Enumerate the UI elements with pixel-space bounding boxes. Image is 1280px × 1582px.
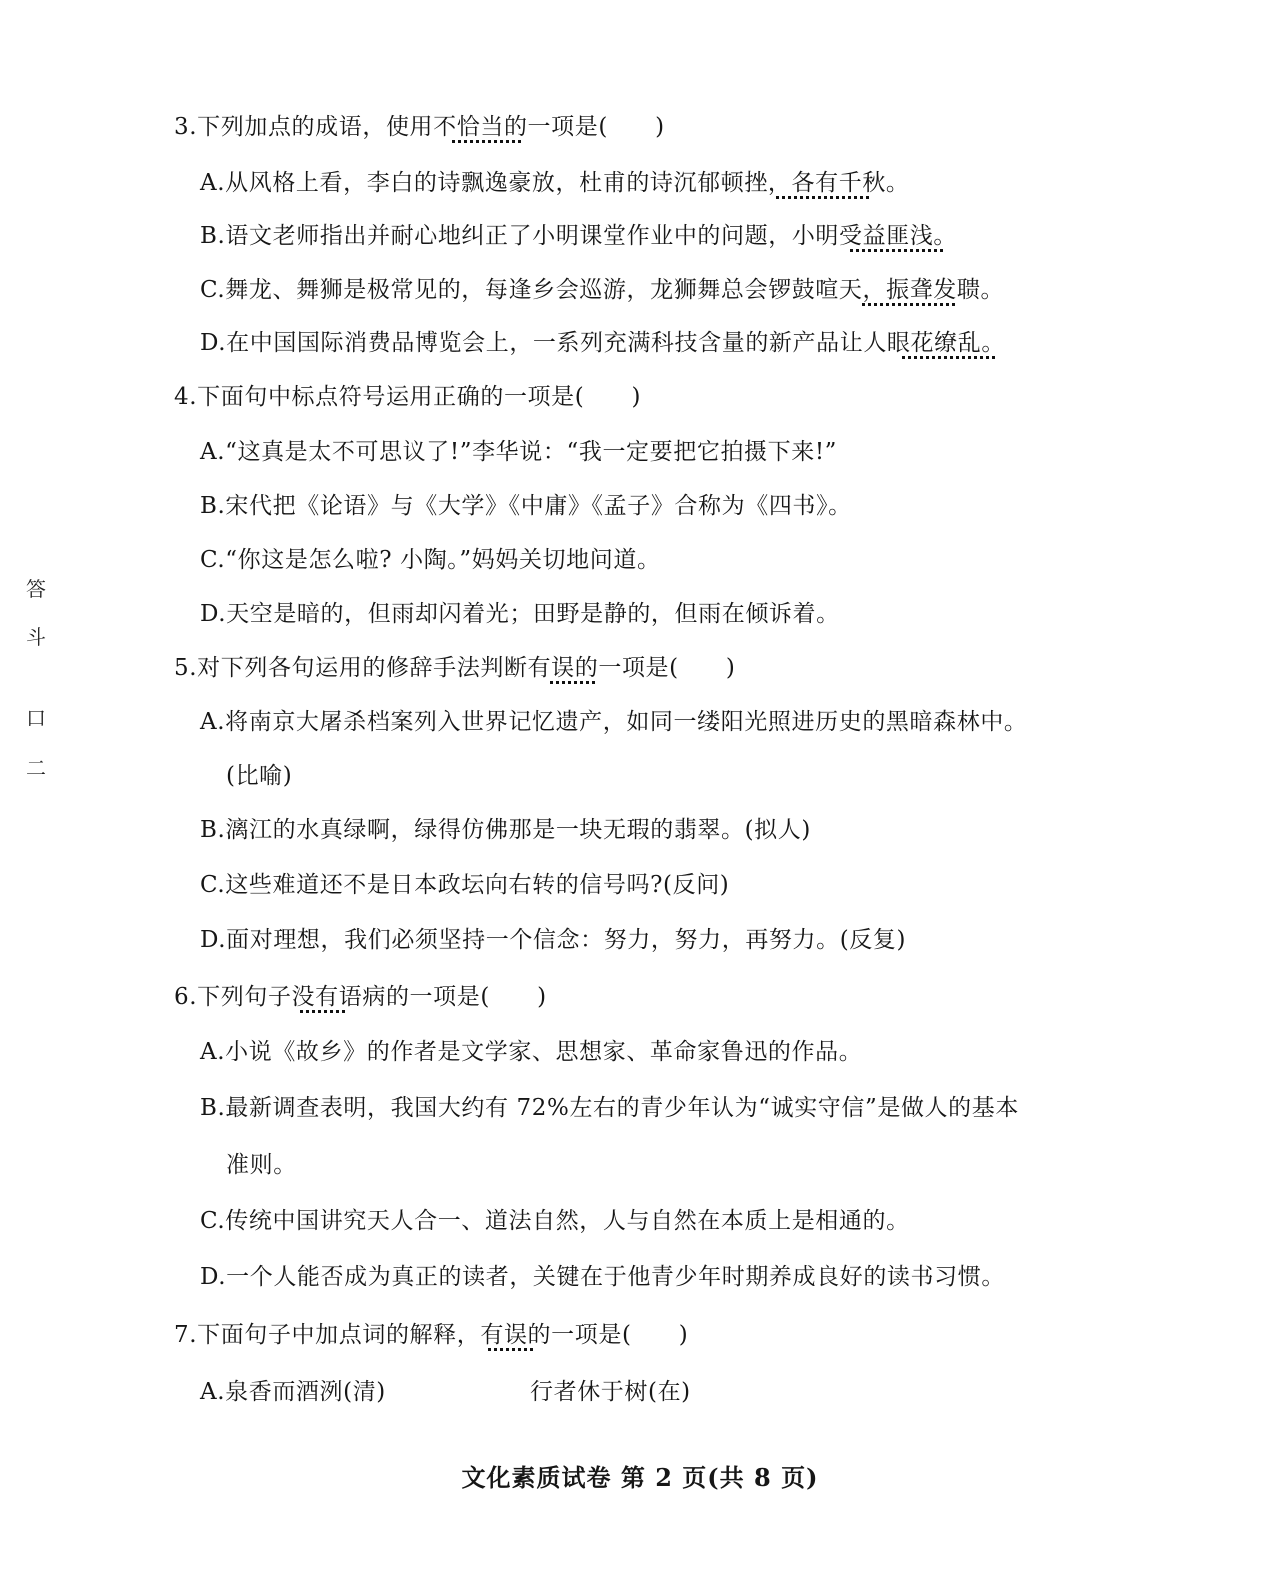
margin-mark-4: 二: [26, 756, 46, 780]
question-7-stem-emphasis: [488, 1320, 535, 1350]
question-3-stem: 3.下列加点的成语，使用不恰当的一项是( ): [174, 114, 665, 140]
question-7-option-a-left: A.泉香而酒洌(清): [200, 1379, 386, 1405]
question-4-option-d: D.天空是暗的，但雨却闪着光；田野是静的，但雨在倾诉着。: [200, 601, 840, 627]
question-6-option-d: D.一个人能否成为真正的读者，关键在于他青少年时期养成良好的读书习惯。: [200, 1264, 1005, 1290]
question-3-option-a: A.从风格上看，李白的诗飘逸豪放，杜甫的诗沉郁顿挫，各有千秋。: [200, 170, 910, 196]
question-5-stem-emphasis: [550, 653, 597, 683]
question-6-stem: 6.下列句子没有语病的一项是( ): [174, 984, 547, 1010]
question-5-option-c: C.这些难道还不是日本政坛向右转的信号吗?(反问): [200, 872, 730, 898]
question-6-option-b-continuation: 准则。: [226, 1152, 297, 1178]
question-3-option-c-emphasis: [862, 275, 956, 305]
question-6-option-a: A.小说《故乡》的作者是文学家、思想家、革命家鲁迅的作品。: [200, 1039, 863, 1065]
question-4-stem: 4.下面句中标点符号运用正确的一项是( ): [174, 384, 642, 410]
question-5-option-d: D.面对理想，我们必须坚持一个信念：努力，努力，再努力。(反复): [200, 927, 907, 953]
question-5-option-a: A.将南京大屠杀档案列入世界记忆遗产，如同一缕阳光照进历史的黑暗森林中。: [200, 709, 1028, 735]
question-5-option-b: B.漓江的水真绿啊，绿得仿佛那是一块无瑕的翡翠。(拟人): [200, 817, 811, 843]
question-5-stem: 5.对下列各句运用的修辞手法判断有误的一项是( ): [174, 655, 736, 681]
question-4-option-c: C.“你这是怎么啦? 小陶。”妈妈关切地问道。: [200, 547, 661, 573]
question-7-option-a-right: 行者休于树(在): [530, 1379, 691, 1405]
margin-mark-2: 斗: [26, 625, 46, 649]
question-3-option-a-emphasis: [776, 168, 870, 198]
margin-mark-3: 口: [26, 706, 46, 730]
question-3-option-d: D.在中国国际消费品博览会上，一系列充满科技含量的新产品让人眼花缭乱。: [200, 330, 1005, 356]
question-3-option-c: C.舞龙、舞狮是极常见的，每逢乡会巡游，龙狮舞总会锣鼓喧天，振聋发聩。: [200, 277, 1005, 303]
question-4-option-a: A.“这真是太不可思议了!”李华说：“我一定要把它拍摄下来!”: [200, 439, 838, 465]
page-footer: 文化素质试卷 第 2 页(共 8 页): [461, 1463, 819, 1492]
question-3-option-d-emphasis: [902, 328, 996, 358]
question-3-option-b-emphasis: [850, 221, 944, 251]
margin-mark-1: 答: [26, 577, 46, 601]
question-6-option-c: C.传统中国讲究天人合一、道法自然，人与自然在本质上是相通的。: [200, 1208, 910, 1234]
question-7-stem: 7.下面句子中加点词的解释，有误的一项是( ): [174, 1322, 689, 1348]
question-5-option-a-continuation: (比喻): [226, 763, 293, 789]
question-3-option-b: B.语文老师指出并耐心地纠正了小明课堂作业中的问题，小明受益匪浅。: [200, 223, 958, 249]
question-4-option-b: B.宋代把《论语》与《大学》《中庸》《孟子》合称为《四书》。: [200, 493, 852, 519]
question-6-option-b: B.最新调查表明，我国大约有 72%左右的青少年认为“诚实守信”是做人的基本: [200, 1095, 1019, 1121]
question-3-stem-emphasis: [452, 112, 523, 142]
question-6-stem-emphasis: [300, 982, 347, 1012]
